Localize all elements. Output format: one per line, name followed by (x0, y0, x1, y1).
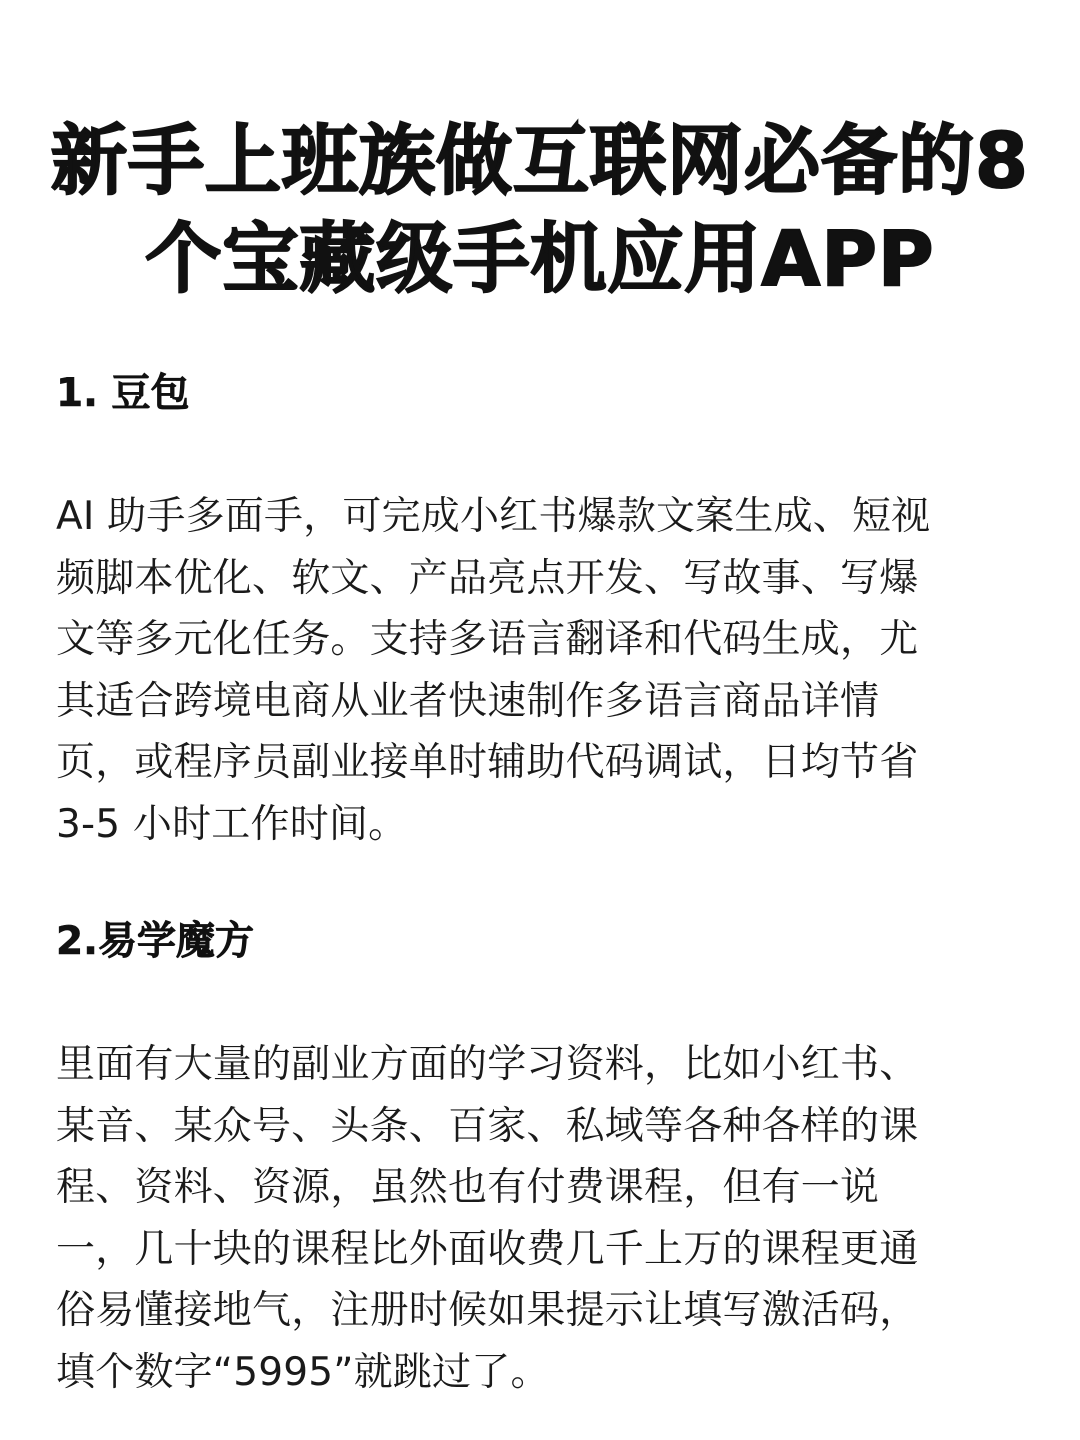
paragraph-line: 频脚本优化、软文、产品亮点开发、写故事、写爆 (56, 555, 919, 601)
paragraph-line: 文等多元化任务。支持多语言翻译和代码生成，尤 (56, 617, 919, 662)
paragraph-line: 3-5 小时工作时间。 (56, 801, 408, 847)
paragraph-line: 程、资料、资源，虽然也有付费课程，但有一说 (56, 1165, 880, 1210)
paragraph-line: 里面有大量的副业方面的学习资料，比如小红书、 (56, 1042, 919, 1087)
section-heading-doubao: 1. 豆包 (56, 371, 190, 416)
paragraph-line: 一，几十块的课程比外面收费几千上万的课程更通 (56, 1226, 919, 1272)
paragraph-line: 某音、某众号、头条、百家、私域等各种各样的课 (56, 1103, 919, 1149)
paragraph-line: AI 助手多面手，可完成小红书爆款文案生成、短视 (56, 494, 931, 539)
paragraph-line: 俗易懂接地气，注册时候如果提示让填写激活码， (56, 1288, 919, 1333)
section-paragraph-yixue-mofang (56, 1034, 1024, 1403)
section-paragraph-doubao (56, 486, 1024, 855)
paragraph-line: 页，或程序员副业接单时辅助代码调试，日均节省 (56, 740, 919, 785)
section-heading-yixue-mofang: 2.易学魔方 (56, 919, 254, 964)
page-title (40, 112, 1040, 308)
title-line: 个宝藏级手机应用APP (145, 214, 935, 303)
paragraph-line: 填个数字“5995”就跳过了。 (56, 1349, 550, 1395)
title-line: 新手上班族做互联网必备的8 (51, 116, 1029, 205)
paragraph-line: 其适合跨境电商从业者快速制作多语言商品详情 (56, 678, 880, 724)
